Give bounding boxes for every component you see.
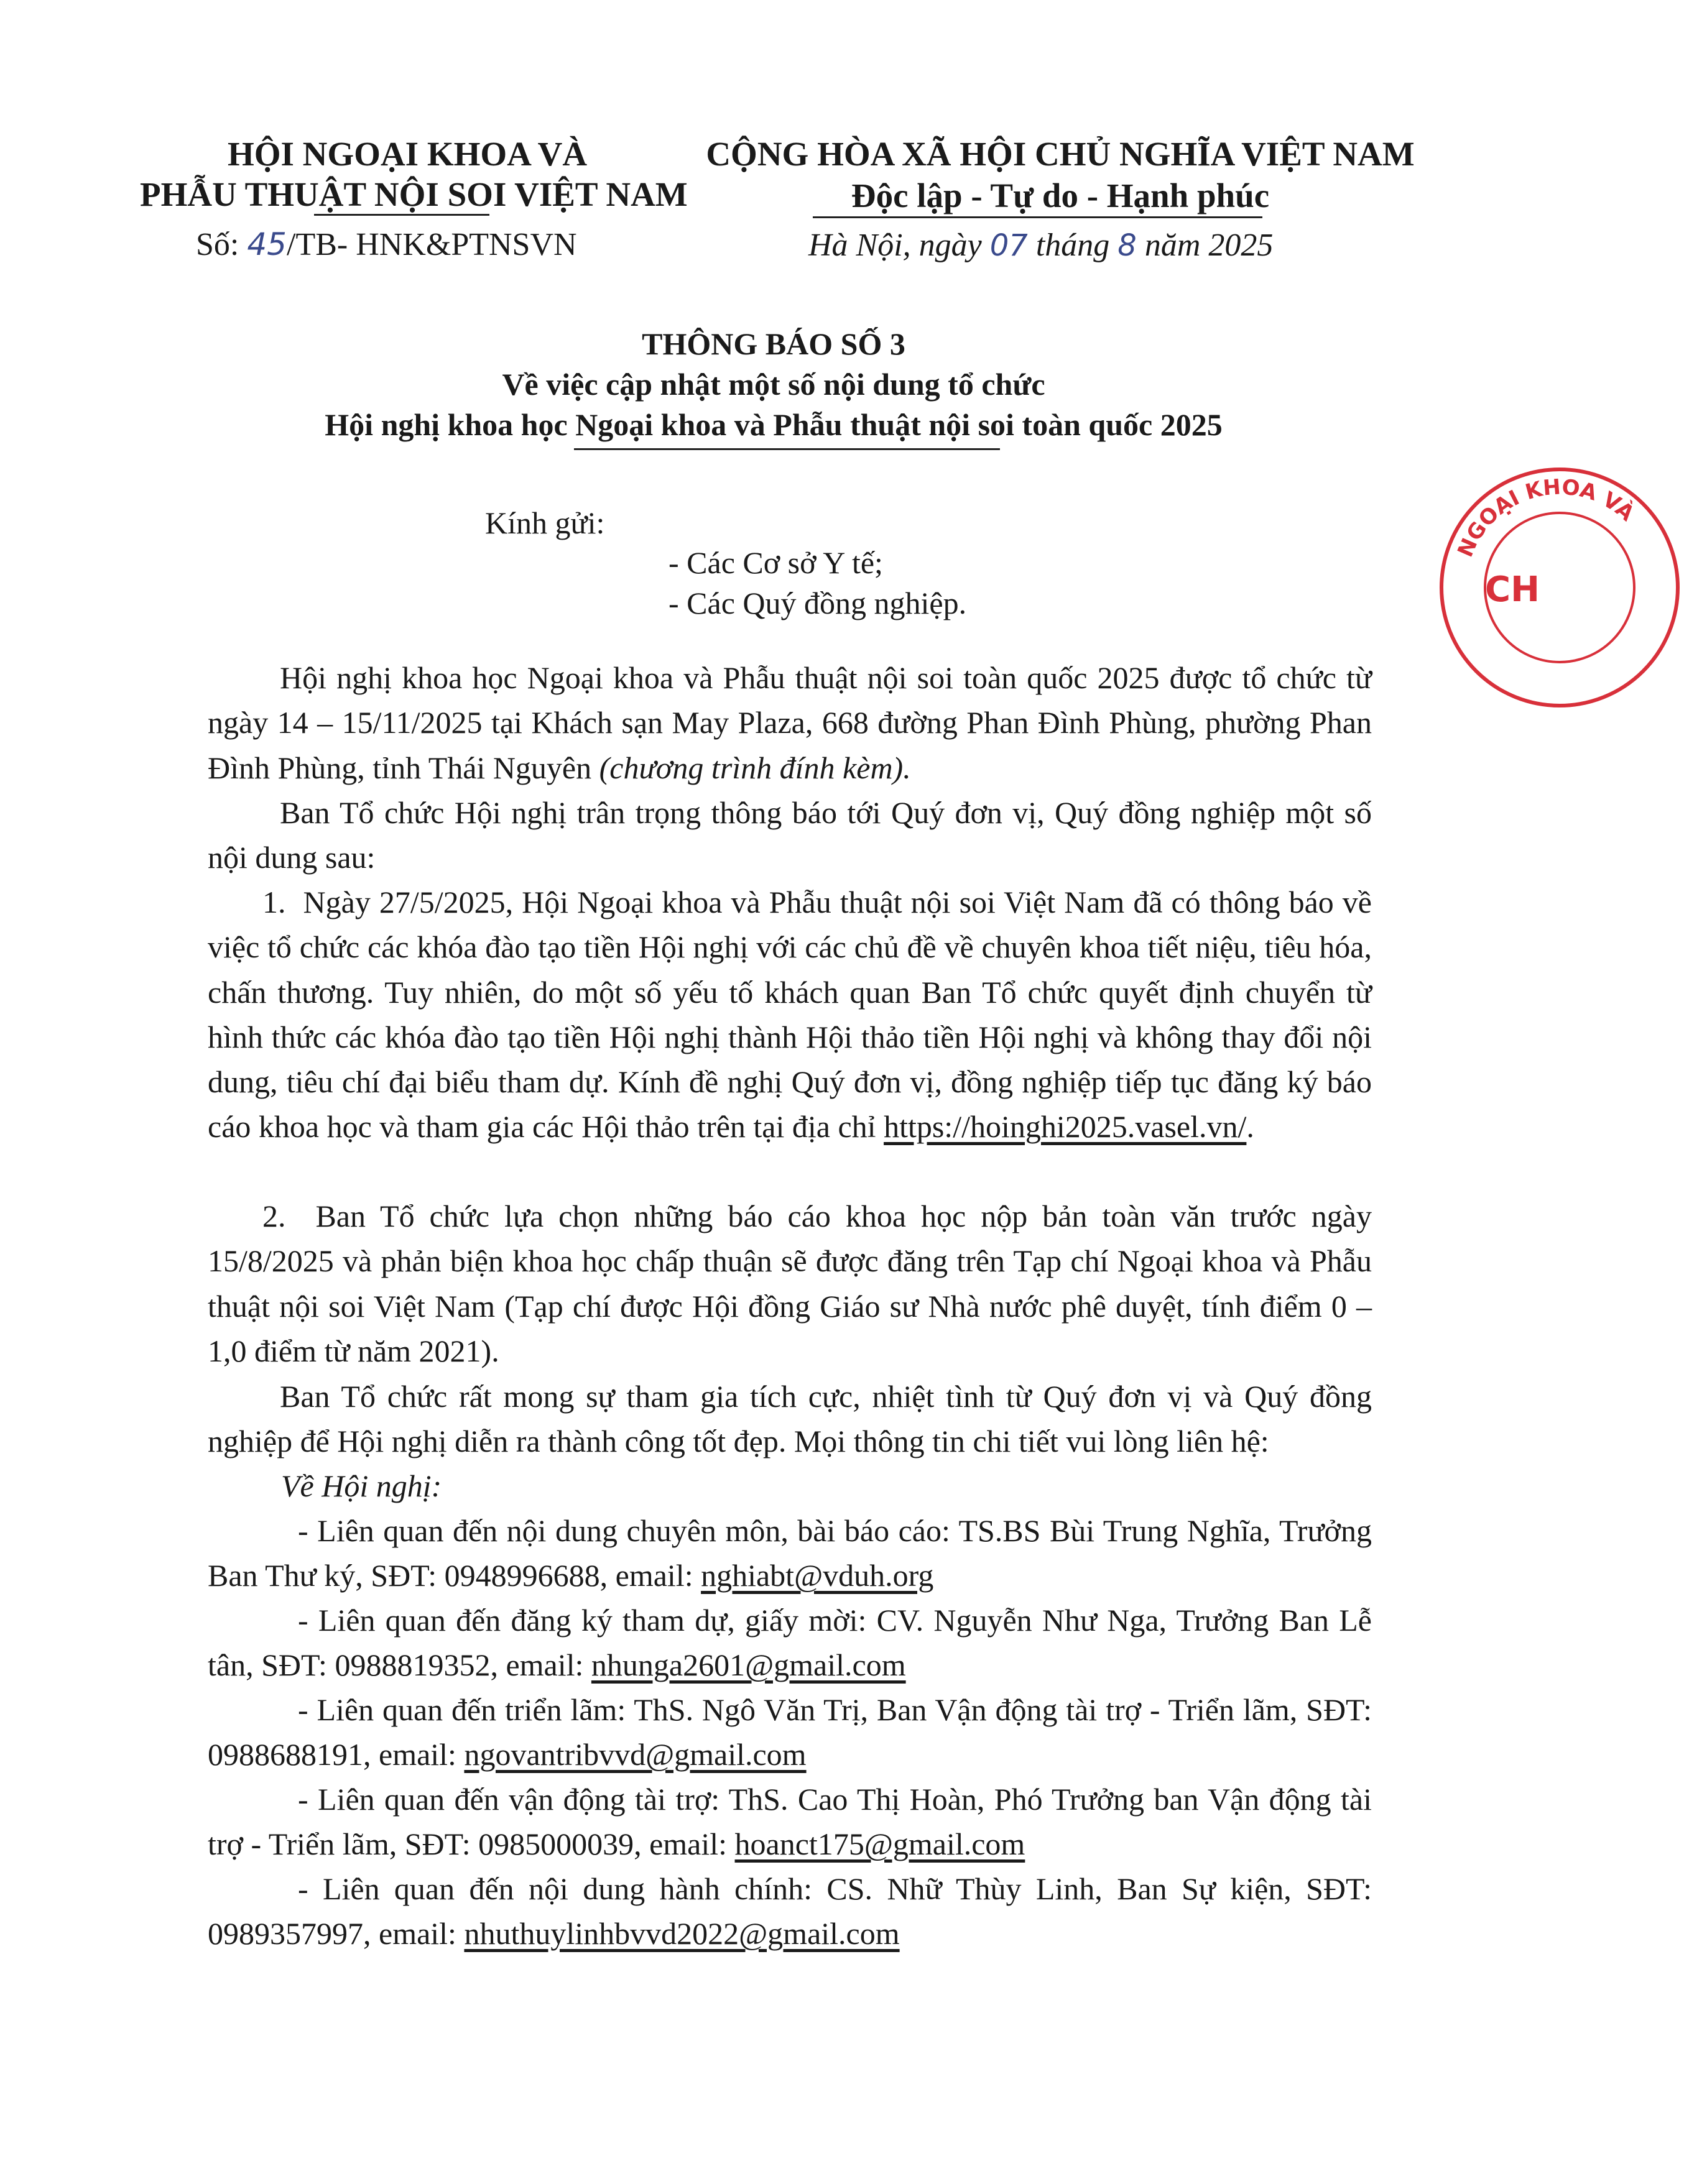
nation-name: CỘNG HÒA XÃ HỘI CHỦ NGHĨA VIỆT NAM — [706, 135, 1415, 173]
paragraph-intro — [208, 655, 1372, 790]
intro-text: Hội nghị khoa học Ngoại khoa và Phẫu thuật nội soi toàn quốc 2025 được tổ chức từ ngày 14 – 15/11/2025 tại Khách sạn May Plaza, 668 đường Phan Đình Phùng, phường Phan Đình Phùng, tỉnh Thái Nguyên — [208, 660, 1372, 785]
red-seal-stamp — [1435, 463, 1684, 712]
registration-link[interactable]: https://hoinghi2025.vasel.vn/ — [884, 1109, 1247, 1145]
contact-email[interactable]: hoanct175@gmail.com — [734, 1827, 1025, 1862]
contact-item — [208, 1777, 1372, 1867]
contact-text: - Liên quan đến vận động tài trợ: ThS. Cao Thị Hoàn, Phó Trưởng ban Vận động tài trợ - Triển lãm, SĐT: 0985000039, email: — [208, 1782, 1372, 1862]
item1-end: . — [1246, 1109, 1254, 1145]
contact-text: - Liên quan đến nội dung chuyên môn, bài báo cáo: TS.BS Bùi Trung Nghĩa, Trưởng Ban Thư ký, SĐT: 0948996688, email: — [208, 1513, 1372, 1593]
contact-item — [208, 1508, 1372, 1598]
motto-underline — [813, 216, 1262, 218]
list-item-1 — [208, 880, 1372, 1150]
paragraph-closing: Ban Tổ chức rất mong sự tham gia tích cực, nhiệt tình từ Quý đơn vị và Quý đồng nghiệp để Hội nghị diễn ra thành công tốt đẹp. Mọi thông tin chi tiết vui lòng liên hệ: — [208, 1379, 1372, 1459]
conference-contacts-heading: Về Hội nghị: — [281, 1468, 442, 1503]
handwritten-number: 45 — [247, 226, 287, 262]
contact-email[interactable]: ngovantribvvd@gmail.com — [464, 1737, 807, 1772]
contact-item — [208, 1687, 1372, 1777]
contact-text: - Liên quan đến nội dung hành chính: CS. Nhữ Thùy Linh, Ban Sự kiện, SĐT: 0989357997, email: — [208, 1871, 1372, 1951]
date-part2: tháng — [1035, 228, 1110, 263]
greeting: Kính gửi: — [485, 505, 605, 540]
item2-number: 2. — [262, 1199, 286, 1233]
document-number — [196, 224, 577, 265]
contact-text: - Liên quan đến đăng ký tham dự, giấy mời: CV. Nguyễn Như Nga, Trưởng Ban Lễ tân, SĐT: 0988819352, email: — [208, 1603, 1372, 1683]
notice-subject-line1: Về việc cập nhật một số nội dung tổ chức — [502, 367, 1045, 402]
org-name-line2: PHẪU THUẬT NỘI SOI VIỆT NAM — [140, 175, 688, 213]
date-part3: năm 2025 — [1144, 228, 1274, 263]
org-name-line1: HỘI NGOẠI KHOA VÀ — [227, 135, 588, 173]
intro-attachment-note: (chương trình đính kèm). — [599, 750, 911, 785]
contact-text: - Liên quan đến triển lãm: ThS. Ngô Văn Trị, Ban Vận động tài trợ - Triển lãm, SĐT: 0988688191, email: — [208, 1692, 1372, 1772]
item1-text: Ngày 27/5/2025, Hội Ngoại khoa và Phẫu thuật nội soi Việt Nam đã có thông báo về việc tổ chức các khóa đào tạo tiền Hội nghị với các chủ đề về chuyên khoa tiết niệu, tiêu hóa, chấn thương. Tuy nhiên, do một số yếu tố khách quan Ban Tổ chức quyết định chuyển từ hình thức các khóa đào tạo tiền Hội nghị thành Hội thảo tiền Hội nghị và không thay đổi nội dung, tiêu chí đại biểu tham dự. Kính đề nghị Quý đơn vị, đồng nghiệp tiếp tục đăng ký báo cáo khoa học và tham gia các Hội thảo trên tại địa chỉ — [208, 885, 1372, 1145]
date-part1: Hà Nội, ngày — [808, 228, 982, 263]
number-suffix: /TB- HNK&PTNSVN — [287, 227, 577, 262]
motto: Độc lập - Tự do - Hạnh phúc — [851, 177, 1270, 214]
contact-email[interactable]: nghiabt@vduh.org — [701, 1558, 934, 1593]
contact-email[interactable]: nhuthuylinhbvvd2022@gmail.com — [464, 1916, 900, 1951]
item2-text: Ban Tổ chức lựa chọn những báo cáo khoa học nộp bản toàn văn trước ngày 15/8/2025 và phản biện khoa học chấp thuận sẽ được đăng trên Tạp chí Ngoại khoa và Phẫu thuật nội soi Việt Nam (Tạp chí được Hội đồng Giáo sư Nhà nước phê duyệt, tính điểm 0 – 1,0 điểm từ năm 2021). — [208, 1199, 1372, 1368]
item1-number: 1. — [262, 885, 286, 919]
title-underline — [574, 448, 1000, 450]
handwritten-day: 07 — [989, 228, 1028, 263]
seal-outer-ring — [1441, 469, 1678, 706]
notice-title: THÔNG BÁO SỐ 3 — [642, 326, 905, 361]
contact-item — [208, 1866, 1372, 1956]
recipient-2: - Các Quý đồng nghiệp. — [669, 586, 967, 620]
contact-email[interactable]: nhunga2601@gmail.com — [591, 1647, 906, 1683]
list-item-2 — [208, 1194, 1372, 1373]
seal-arc-text: NGOẠI KHOA VÀ — [1453, 474, 1639, 561]
contact-item — [208, 1598, 1372, 1688]
org-underline — [314, 214, 489, 216]
number-prefix: Số: — [196, 227, 239, 262]
notice-subject-line2: Hội nghị khoa học Ngoại khoa và Phẫu thuật nội soi toàn quốc 2025 — [325, 407, 1223, 442]
recipient-1: - Các Cơ sở Y tế; — [669, 545, 883, 580]
handwritten-month: 8 — [1117, 228, 1137, 263]
issue-date — [808, 225, 1273, 266]
seal-inner-text: CH — [1485, 569, 1540, 610]
paragraph-announcement: Ban Tổ chức Hội nghị trân trọng thông báo tới Quý đơn vị, Quý đồng nghiệp một số nội dung sau: — [208, 795, 1372, 875]
